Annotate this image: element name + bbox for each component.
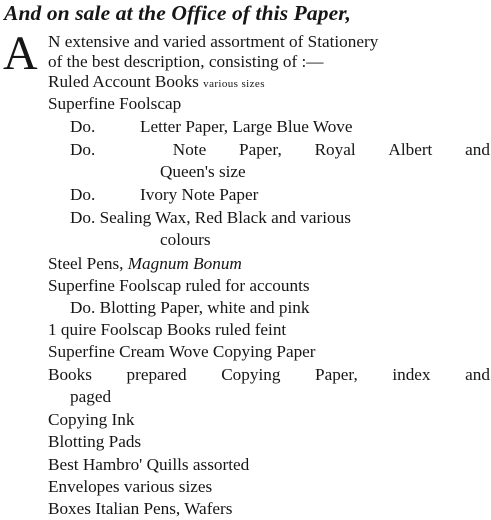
- item-books-prepared: [48, 365, 490, 385]
- item-superfine-foolscap: Superfine Foolscap: [48, 94, 182, 113]
- word: index: [392, 365, 431, 384]
- ditto-label: Do.: [70, 117, 96, 136]
- advertisement-heading: And on sale at the Office of this Paper,: [4, 1, 352, 25]
- item-text: Sealing Wax, Red Black and various: [99, 208, 351, 227]
- word: Copying: [221, 365, 281, 384]
- item-cream-wove: Superfine Cream Wove Copying Paper: [48, 342, 316, 361]
- item-italian-pens: Boxes Italian Pens, Wafers: [48, 499, 233, 518]
- item-note-paper: [70, 140, 490, 160]
- item-steel-pens: [48, 254, 242, 274]
- ditto-label: Do.: [70, 208, 96, 227]
- item-quills: Best Hambro' Quills assorted: [48, 455, 250, 474]
- word: and: [465, 140, 490, 159]
- intro-line-2: of the best description, consisting of :—: [48, 52, 324, 71]
- word: Books: [48, 365, 92, 384]
- drop-cap: A: [3, 27, 38, 80]
- item-text: Steel Pens,: [48, 254, 124, 273]
- item-copying-ink: Copying Ink: [48, 410, 135, 429]
- word: Albert: [388, 140, 433, 159]
- item-text: Ruled Account Books: [48, 72, 199, 91]
- item-ivory-note-paper: [70, 185, 258, 205]
- ditto-label: Do.: [70, 140, 96, 159]
- item-envelopes: Envelopes various sizes: [48, 477, 213, 496]
- item-ruled-account-books: [48, 72, 265, 94]
- ditto-label: Do.: [70, 185, 96, 204]
- item-detail: various sizes: [203, 78, 265, 90]
- item-text: Letter Paper, Large Blue Wove: [140, 117, 353, 136]
- word: Royal: [314, 140, 356, 159]
- item-sealing-wax: [70, 208, 351, 228]
- item-brand: Magnum Bonum: [127, 254, 242, 273]
- item-books-prepared-continued: paged: [70, 387, 112, 406]
- item-letter-paper: [70, 117, 353, 137]
- item-sealing-wax-continued: colours: [160, 230, 211, 249]
- item-text: Ivory Note Paper: [140, 185, 259, 204]
- item-superfine-foolscap-ruled: Superfine Foolscap ruled for accounts: [48, 276, 310, 295]
- intro-line-1: N extensive and varied assortment of Stationery: [48, 32, 379, 51]
- item-quire-books: 1 quire Foolscap Books ruled feint: [48, 320, 287, 339]
- item-blotting-pads: Blotting Pads: [48, 432, 142, 451]
- word: Paper,: [315, 365, 358, 384]
- word: prepared: [126, 365, 187, 384]
- word: Paper,: [239, 140, 282, 159]
- word: Note: [172, 140, 207, 159]
- item-blotting-paper: Do. Blotting Paper, white and pink: [70, 298, 310, 317]
- item-note-paper-continued: Queen's size: [160, 162, 246, 181]
- word: and: [465, 365, 490, 384]
